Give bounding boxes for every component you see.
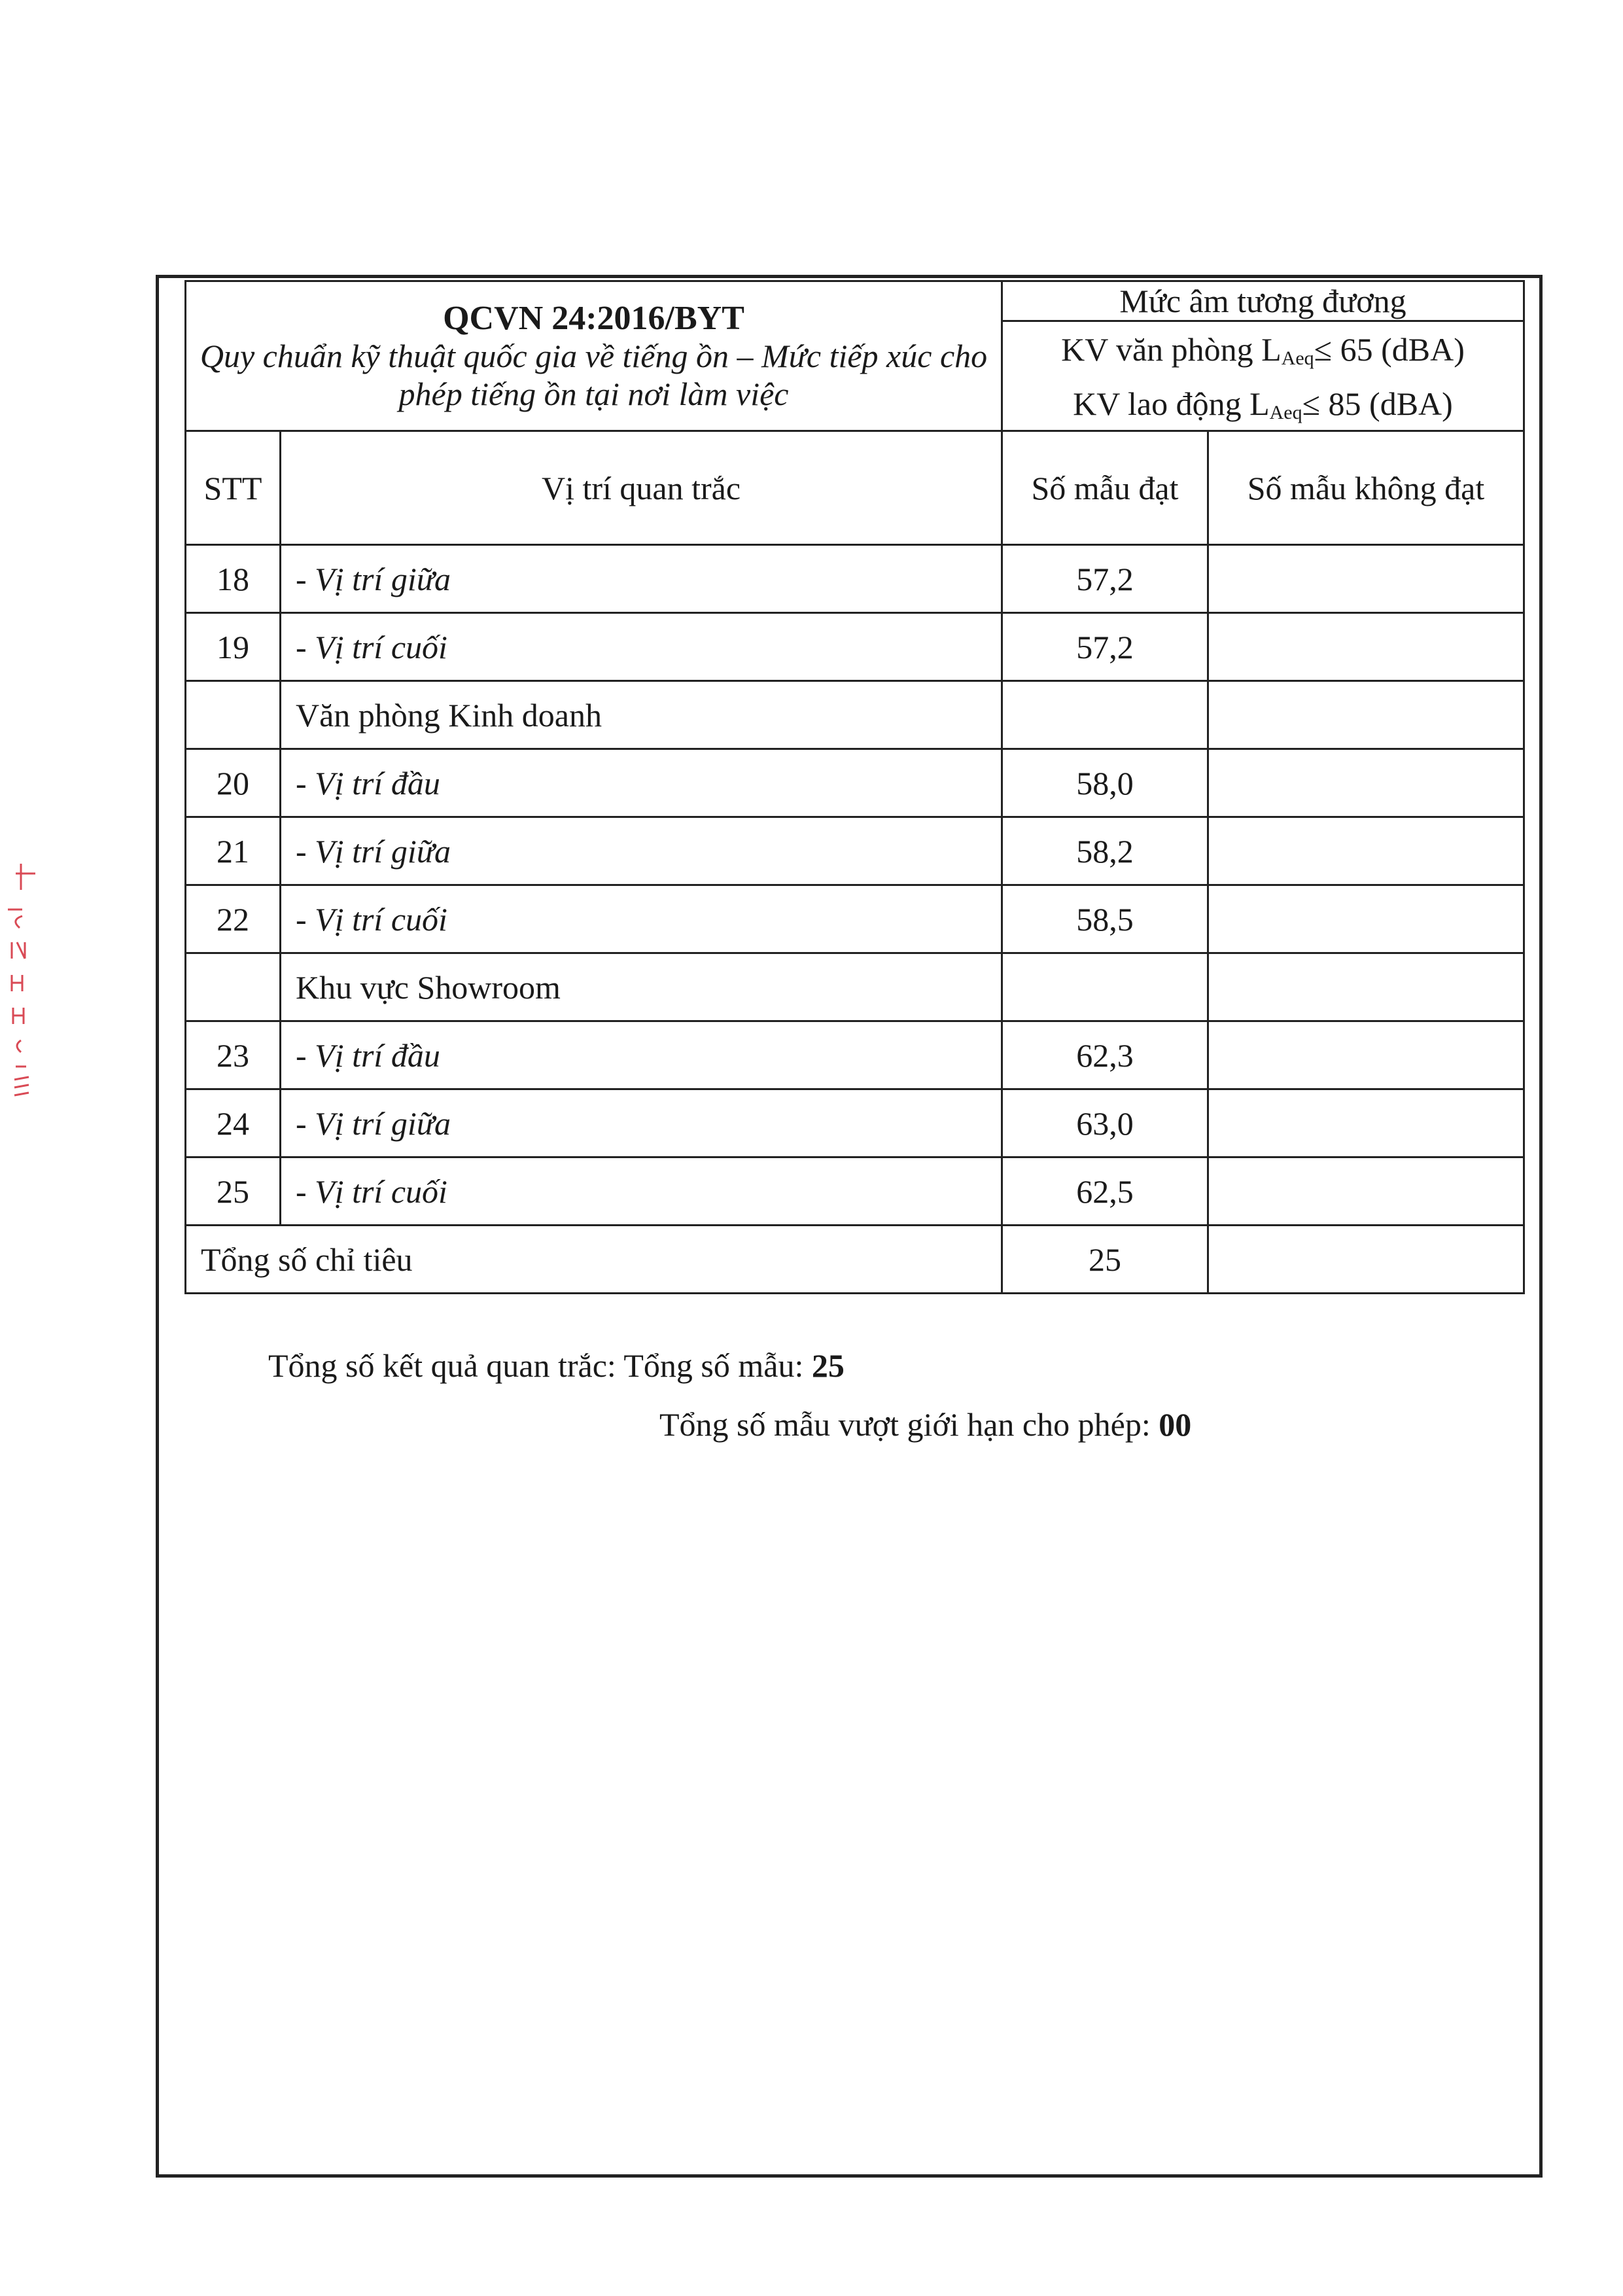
labor-limit bbox=[1002, 379, 1524, 431]
col-header-location: Vị trí quan trắc bbox=[281, 431, 1002, 545]
table-row bbox=[186, 681, 1524, 749]
summary-total-samples bbox=[268, 1347, 845, 1385]
labor-limit-value: ≤ 85 (dBA) bbox=[1302, 385, 1453, 422]
standard-description: Quy chuẩn kỹ thuật quốc gia về tiếng ồn – Mức tiếp xúc cho phép tiếng ồn tại nơi làm việc bbox=[200, 338, 988, 412]
row-stt: 23 bbox=[186, 1021, 281, 1089]
summary-exceed-label: Tổng số mẫu vượt giới hạn cho phép: bbox=[659, 1406, 1159, 1443]
row-pass bbox=[1002, 953, 1208, 1021]
standard-header-cell bbox=[186, 281, 1002, 431]
table-row bbox=[186, 1021, 1524, 1089]
row-stt: 25 bbox=[186, 1157, 281, 1226]
table-row bbox=[186, 545, 1524, 613]
row-stt: 22 bbox=[186, 885, 281, 953]
col-header-fail: Số mẫu không đạt bbox=[1208, 431, 1524, 545]
table-row bbox=[186, 885, 1524, 953]
row-pass: 62,5 bbox=[1002, 1157, 1208, 1226]
labor-limit-sub: Aeq bbox=[1269, 401, 1302, 423]
row-location: - Vị trí giữa bbox=[281, 545, 1002, 613]
office-limit bbox=[1002, 321, 1524, 379]
office-limit-sub: Aeq bbox=[1281, 347, 1314, 370]
row-pass: 58,5 bbox=[1002, 885, 1208, 953]
row-stt bbox=[186, 681, 281, 749]
row-location-group: Khu vực Showroom bbox=[281, 953, 1002, 1021]
row-location: - Vị trí cuối bbox=[281, 1157, 1002, 1226]
row-pass: 58,0 bbox=[1002, 749, 1208, 817]
summary-total-label: Tổng số kết quả quan trắc: Tổng số mẫu: bbox=[268, 1347, 812, 1384]
row-fail bbox=[1208, 953, 1524, 1021]
row-stt: 24 bbox=[186, 1089, 281, 1157]
level-title: Mức âm tương đương bbox=[1002, 281, 1524, 321]
table-row bbox=[186, 953, 1524, 1021]
row-pass bbox=[1002, 681, 1208, 749]
table-row bbox=[186, 613, 1524, 681]
row-fail bbox=[1208, 1157, 1524, 1226]
row-location: - Vị trí giữa bbox=[281, 817, 1002, 885]
office-limit-prefix: KV văn phòng L bbox=[1061, 331, 1282, 368]
col-header-stt: STT bbox=[186, 431, 281, 545]
row-fail bbox=[1208, 1021, 1524, 1089]
noise-results-table bbox=[184, 280, 1525, 1294]
row-stt: 19 bbox=[186, 613, 281, 681]
total-pass: 25 bbox=[1002, 1226, 1208, 1294]
row-location: - Vị trí cuối bbox=[281, 885, 1002, 953]
row-pass: 58,2 bbox=[1002, 817, 1208, 885]
row-stt bbox=[186, 953, 281, 1021]
row-stt: 21 bbox=[186, 817, 281, 885]
row-fail bbox=[1208, 885, 1524, 953]
row-pass: 57,2 bbox=[1002, 545, 1208, 613]
table-row bbox=[186, 749, 1524, 817]
row-location: - Vị trí đầu bbox=[281, 1021, 1002, 1089]
row-pass: 62,3 bbox=[1002, 1021, 1208, 1089]
total-label: Tổng số chỉ tiêu bbox=[186, 1226, 1002, 1294]
table-row bbox=[186, 817, 1524, 885]
labor-limit-prefix: KV lao động L bbox=[1073, 385, 1270, 422]
row-stt: 20 bbox=[186, 749, 281, 817]
col-header-pass: Số mẫu đạt bbox=[1002, 431, 1208, 545]
row-fail bbox=[1208, 613, 1524, 681]
row-location: - Vị trí đầu bbox=[281, 749, 1002, 817]
stamp-fragment-icon bbox=[3, 844, 41, 1171]
summary-exceed-value: 00 bbox=[1159, 1406, 1192, 1443]
standard-code: QCVN 24:2016/BYT bbox=[443, 299, 744, 337]
row-fail bbox=[1208, 749, 1524, 817]
row-location-group: Văn phòng Kinh doanh bbox=[281, 681, 1002, 749]
total-fail bbox=[1208, 1226, 1524, 1294]
row-pass: 63,0 bbox=[1002, 1089, 1208, 1157]
row-location: - Vị trí giữa bbox=[281, 1089, 1002, 1157]
office-limit-value: ≤ 65 (dBA) bbox=[1314, 331, 1465, 368]
row-fail bbox=[1208, 1089, 1524, 1157]
table-row bbox=[186, 1089, 1524, 1157]
table-row bbox=[186, 1157, 1524, 1226]
row-fail bbox=[1208, 545, 1524, 613]
row-location: - Vị trí cuối bbox=[281, 613, 1002, 681]
summary-exceed-samples bbox=[659, 1405, 1191, 1443]
total-row bbox=[186, 1226, 1524, 1294]
row-fail bbox=[1208, 817, 1524, 885]
row-fail bbox=[1208, 681, 1524, 749]
row-stt: 18 bbox=[186, 545, 281, 613]
summary-total-value: 25 bbox=[811, 1347, 845, 1384]
row-pass: 57,2 bbox=[1002, 613, 1208, 681]
